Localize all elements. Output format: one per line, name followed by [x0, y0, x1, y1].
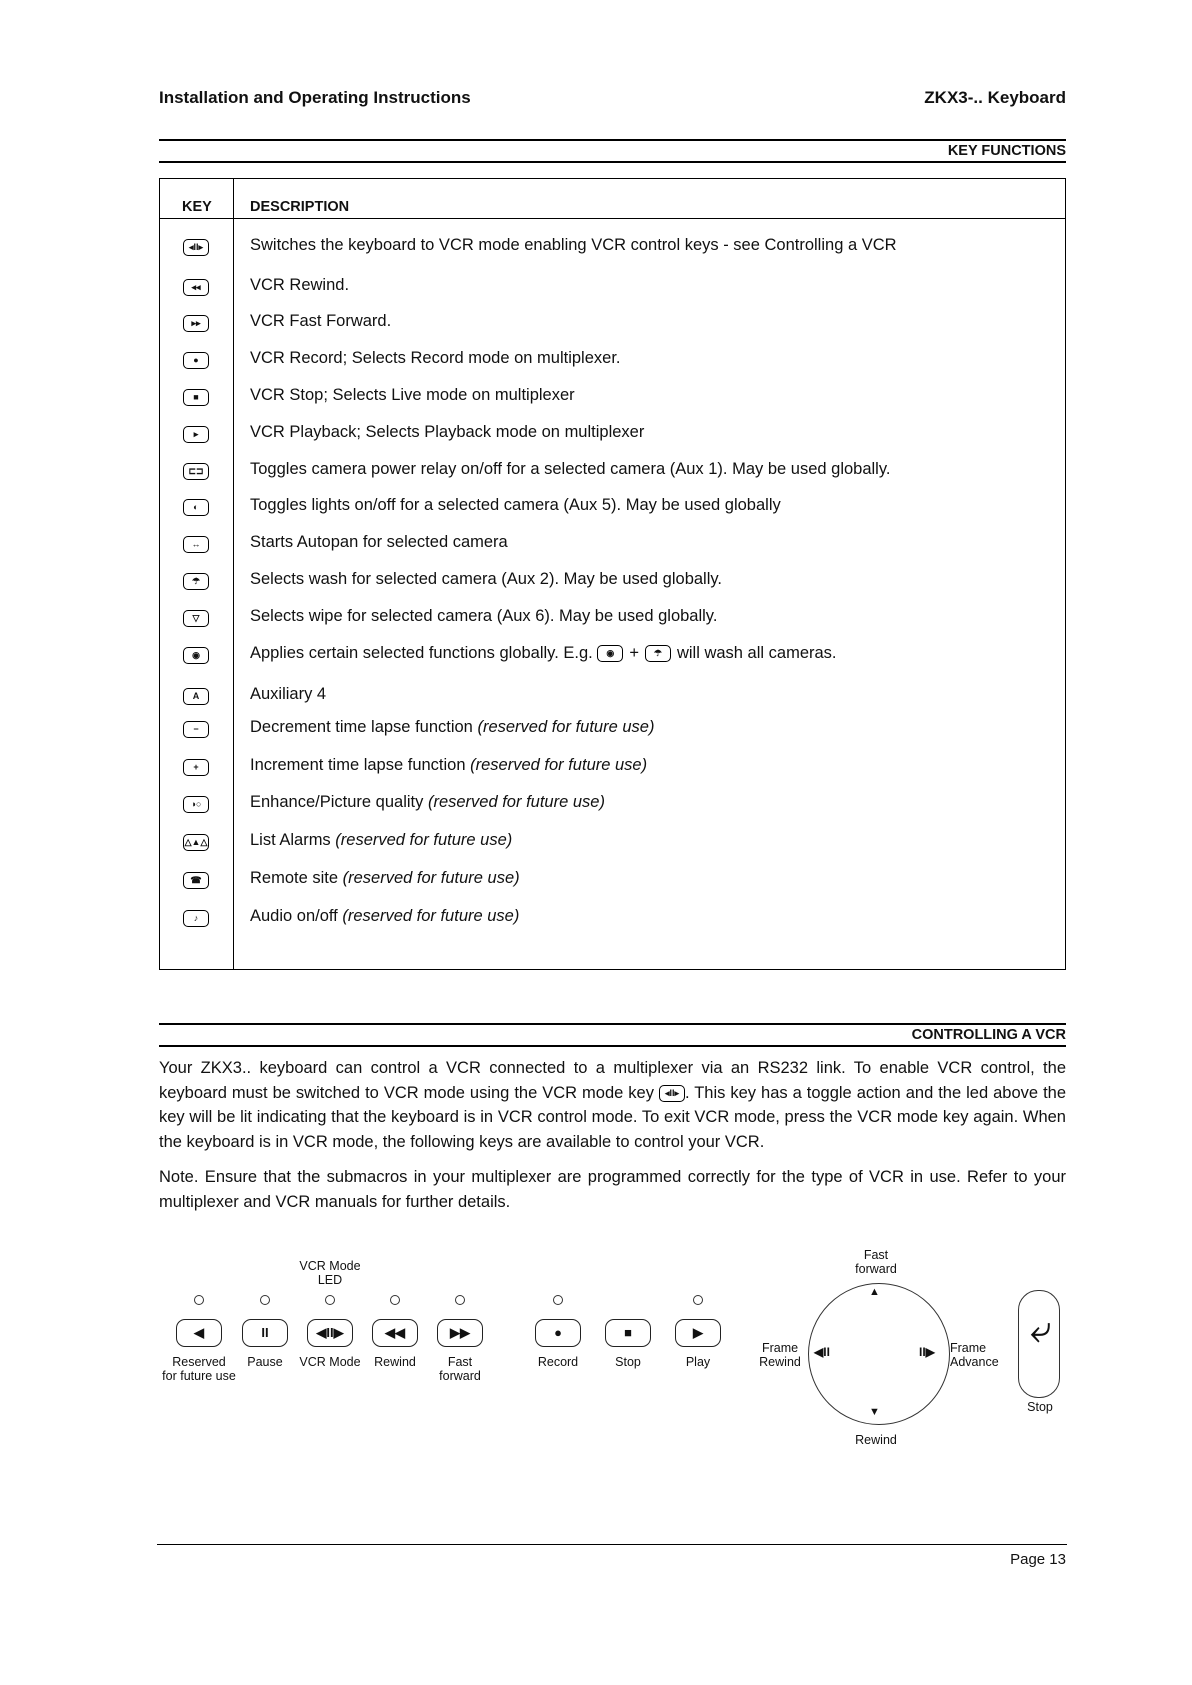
led-indicator — [693, 1295, 703, 1305]
row-description — [250, 276, 349, 295]
lights-key-icon: ◐ — [183, 499, 209, 516]
frame-rewind-icon: ◀II — [814, 1345, 830, 1359]
play-key-icon: ▸ — [183, 426, 209, 443]
row-description — [250, 685, 326, 704]
reserved-note: (reserved for future use) — [427, 793, 605, 811]
description-text: VCR Rewind. — [250, 276, 350, 294]
description-text: Audio on/off — [250, 907, 343, 925]
paragraph-vcr-note: Note. Ensure that the submacros in your multiplexer are programmed correctly for the type of VCR in use. Refer to your multiplexer and VCR manuals for further details. — [159, 1168, 1066, 1211]
remote-site-key-icon: ☎ — [183, 872, 209, 889]
description-text: List Alarms — [250, 831, 336, 849]
section-rule-top — [159, 139, 1066, 141]
table-header-description: DESCRIPTION — [250, 199, 350, 215]
reserved-note: (reserved for future use) — [477, 718, 655, 736]
row-description — [250, 756, 647, 775]
paragraph-text: . This key has a toggle action and the led above the key will be lit indicating that the keyboard is in VCR control mode. To exit VCR mode, press the VCR mode key again. When the keyboard is in VCR mode, the following keys are available to control your VCR. — [159, 1083, 1066, 1151]
vcr-mode-label: VCR Mode — [299, 1355, 361, 1369]
global-key-icon: ◉ — [183, 647, 209, 664]
reserved-label: Reserved for future use — [162, 1355, 236, 1383]
description-text: Enhance/Picture quality — [250, 793, 428, 811]
camera-power-key-icon: ⊏⊐ — [183, 463, 209, 480]
document-header-product: ZKX3-.. Keyboard — [924, 88, 1066, 107]
table-row — [160, 869, 1065, 897]
row-description — [250, 644, 837, 663]
wash-key-icon: ☂ — [183, 573, 209, 590]
table-row — [160, 533, 1065, 561]
table-row — [160, 685, 1065, 713]
stop-key-icon: ■ — [183, 389, 209, 406]
rewind-button: ◀◀ — [372, 1319, 418, 1347]
description-text: VCR Playback; Selects Playback mode on multiplexer — [250, 423, 645, 441]
description-text: Selects wash for selected camera (Aux 2). May be used globally. — [250, 570, 722, 588]
section-title-key-functions: KEY FUNCTIONS — [947, 143, 1066, 159]
table-row — [160, 460, 1065, 488]
table-row — [160, 793, 1065, 821]
table-row — [160, 607, 1065, 635]
description-text: Auxiliary 4 — [250, 685, 327, 703]
audio-key-icon: ♪ — [183, 910, 209, 927]
table-row — [160, 312, 1065, 340]
autopan-key-icon: ↔ — [183, 536, 209, 553]
description-text: VCR Stop; Selects Live mode on multiplexer — [250, 386, 575, 404]
section-title-controlling-vcr: CONTROLLING A VCR — [911, 1027, 1066, 1043]
led-indicator — [553, 1295, 563, 1305]
description-text: Switches the keyboard to VCR mode enabling VCR control keys - see Controlling a VCR — [250, 236, 897, 254]
row-description — [250, 423, 644, 442]
table-row — [160, 756, 1065, 784]
row-description — [250, 236, 897, 255]
description-text: VCR Record; Selects Record mode on multiplexer. — [250, 349, 621, 367]
plus-key-icon: + — [183, 759, 209, 776]
row-description — [250, 312, 391, 331]
vcr-mode-key-icon: ◂II▸ — [659, 1085, 685, 1102]
description-text: VCR Fast Forward. — [250, 312, 392, 330]
description-text: Applies certain selected functions globally. E.g. — [250, 644, 598, 662]
page-number: Page 13 — [1010, 1551, 1066, 1568]
row-description — [250, 496, 781, 515]
table-row — [160, 718, 1065, 746]
led-indicator — [260, 1295, 270, 1305]
table-row — [160, 386, 1065, 414]
record-key-icon: ● — [183, 352, 209, 369]
pause-button: II — [242, 1319, 288, 1347]
table-row — [160, 831, 1065, 859]
rewind-key-icon: ◂◂ — [183, 279, 209, 296]
description-text: Remote site — [250, 869, 343, 887]
description-text: Toggles camera power relay on/off for a selected camera (Aux 1). May be used globally. — [250, 460, 891, 478]
description-text: Decrement time lapse function — [250, 718, 478, 736]
paragraph-text: Your ZKX3.. keyboard can control a VCR connected to a multiplexer via an RS232 link. To enable VCR control, the keyboard must be switched to VCR mode using the VCR mode key — [159, 1059, 1066, 1102]
table-row — [160, 349, 1065, 377]
description-text: Starts Autopan for selected camera — [250, 533, 508, 551]
row-description — [250, 570, 722, 589]
row-description — [250, 793, 605, 812]
row-description — [250, 831, 512, 850]
section-rule-top — [159, 1023, 1066, 1025]
play-label: Play — [685, 1355, 711, 1369]
led-indicator — [325, 1295, 335, 1305]
plus-sign: + — [629, 644, 639, 662]
footer-rule — [157, 1544, 1067, 1545]
table-row — [160, 496, 1065, 524]
wash-key-icon: ☂ — [645, 645, 671, 662]
table-row — [160, 570, 1065, 598]
section-rule-bottom — [159, 1045, 1066, 1047]
return-arrow-icon: ⤶ — [1030, 1309, 1052, 1351]
fast-forward-key-icon: ▸▸ — [183, 315, 209, 332]
table-header-divider — [160, 218, 1065, 219]
table-header-key: KEY — [182, 199, 212, 215]
row-description — [250, 386, 575, 405]
description-text: Increment time lapse function — [250, 756, 471, 774]
vcr-mode-key-icon: ◂II▸ — [183, 239, 209, 256]
led-indicator — [455, 1295, 465, 1305]
reserved-note: (reserved for future use) — [335, 831, 513, 849]
jog-label-frame-advance: Frame Advance — [950, 1341, 999, 1369]
auxiliary-4-key-icon: A — [183, 688, 209, 705]
row-description — [250, 349, 621, 368]
vcr-mode-led-label: VCR Mode LED — [299, 1259, 361, 1287]
led-indicator — [194, 1295, 204, 1305]
description-text: Toggles lights on/off for a selected camera (Aux 5). May be used globally — [250, 496, 781, 514]
jog-label-frame-rewind: Frame Rewind — [759, 1341, 801, 1369]
reserved-note: (reserved for future use) — [470, 756, 648, 774]
wipe-key-icon: ▽ — [183, 610, 209, 627]
row-description — [250, 460, 890, 479]
example-suffix: will wash all cameras. — [676, 644, 837, 662]
led-indicator — [390, 1295, 400, 1305]
row-description — [250, 718, 654, 737]
shuttle-label-stop: Stop — [1027, 1400, 1053, 1414]
key-functions-table — [159, 178, 1066, 970]
table-row — [160, 236, 1065, 264]
row-description — [250, 907, 519, 926]
vcr-mode-button: ◀II▶ — [307, 1319, 353, 1347]
table-row — [160, 644, 1065, 672]
stop-label: Stop — [615, 1355, 641, 1369]
table-row — [160, 276, 1065, 304]
pause-label: Pause — [247, 1355, 283, 1369]
alarms-key-icon: △▲△ — [183, 834, 209, 851]
reserved-button: ◀ — [176, 1319, 222, 1347]
fast-forward-label: Fast forward — [439, 1355, 481, 1383]
minus-key-icon: − — [183, 721, 209, 738]
section-rule-bottom — [159, 161, 1066, 163]
up-arrow-icon: ▲ — [869, 1286, 880, 1298]
row-description — [250, 607, 717, 626]
record-button: ● — [535, 1319, 581, 1347]
description-text: Selects wipe for selected camera (Aux 6). May be used globally. — [250, 607, 718, 625]
row-description — [250, 869, 520, 888]
reserved-note: (reserved for future use) — [342, 869, 520, 887]
play-button: ▶ — [675, 1319, 721, 1347]
document-header-title: Installation and Operating Instructions — [159, 88, 471, 107]
enhance-key-icon: ◑○ — [183, 796, 209, 813]
down-arrow-icon: ▼ — [869, 1406, 880, 1418]
table-row — [160, 907, 1065, 935]
row-description — [250, 533, 508, 552]
table-row — [160, 423, 1065, 451]
record-label: Record — [537, 1355, 579, 1369]
fast-forward-button: ▶▶ — [437, 1319, 483, 1347]
paragraph-vcr-intro — [159, 1056, 1066, 1154]
frame-advance-icon: II▶ — [919, 1345, 935, 1359]
reserved-note: (reserved for future use) — [342, 907, 520, 925]
jog-label-rewind: Rewind — [855, 1433, 897, 1447]
jog-label-fast-forward: Fast forward — [855, 1248, 897, 1276]
rewind-label: Rewind — [374, 1355, 416, 1369]
stop-button: ■ — [605, 1319, 651, 1347]
global-key-icon: ◉ — [597, 645, 623, 662]
